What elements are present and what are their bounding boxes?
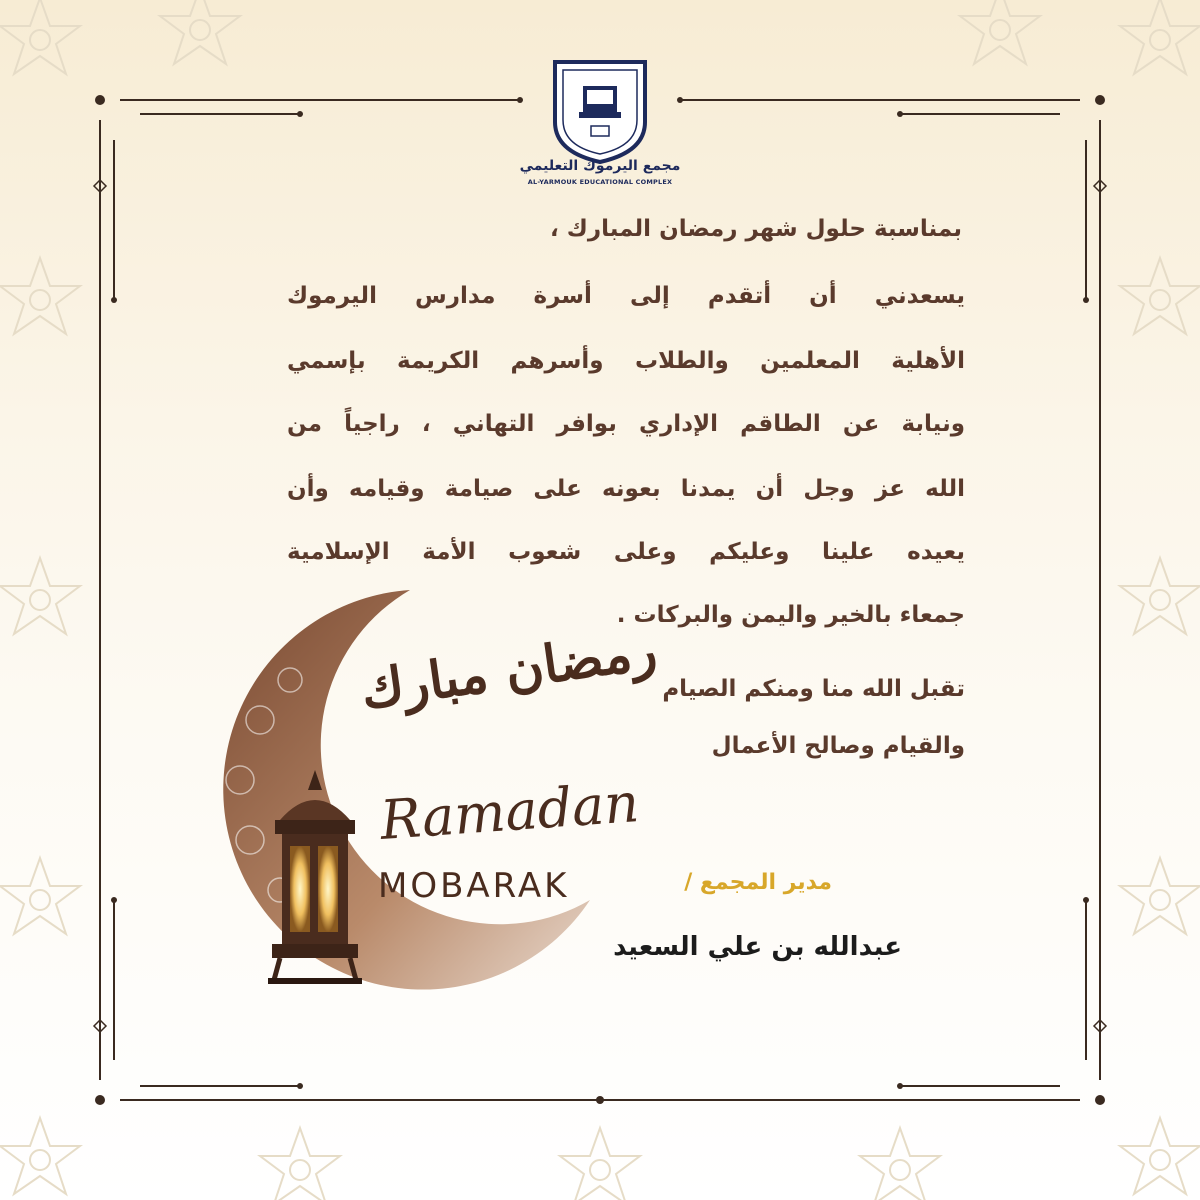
message-line-5: يعيده علينا وعليكم وعلى شعوب الأمة الإسلامية [287,539,965,565]
message-line-3: ونيابة عن الطاقم الإداري بوافر التهاني ، راجياً من [287,411,965,437]
message-line-1: يسعدني أن أتقدم إلى أسرة مدارس اليرموك [287,283,965,309]
mobarak-subtitle: MOBARAK [378,866,570,906]
greeting-line: بمناسبة حلول شهر رمضان المبارك ، [550,216,962,242]
ramadan-title: Ramadan [378,771,641,852]
logo-name-english: AL-YARMOUK EDUCATIONAL COMPLEX [527,178,673,186]
signature-name: عبدالله بن علي السعيد [613,932,902,962]
message-line-2: الأهلية المعلمين والطلاب وأسرهم الكريمة بإسمي [287,348,965,374]
ramadan-mubarak-calligraphy: رمضان مبارك [357,619,661,722]
logo-name-arabic: مجمع اليرموك التعليمي [519,158,681,174]
message-closing: جمعاء بالخير واليمن والبركات . [616,602,965,628]
signature-title: مدير المجمع / [684,870,832,895]
message-line-4: الله عز وجل أن يمدنا بعونه على صيامة وقيامه وأن [287,476,965,502]
prayer-line-2: والقيام وصالح الأعمال [711,733,965,759]
prayer-line-1: تقبل الله منا ومنكم الصيام [662,676,965,702]
